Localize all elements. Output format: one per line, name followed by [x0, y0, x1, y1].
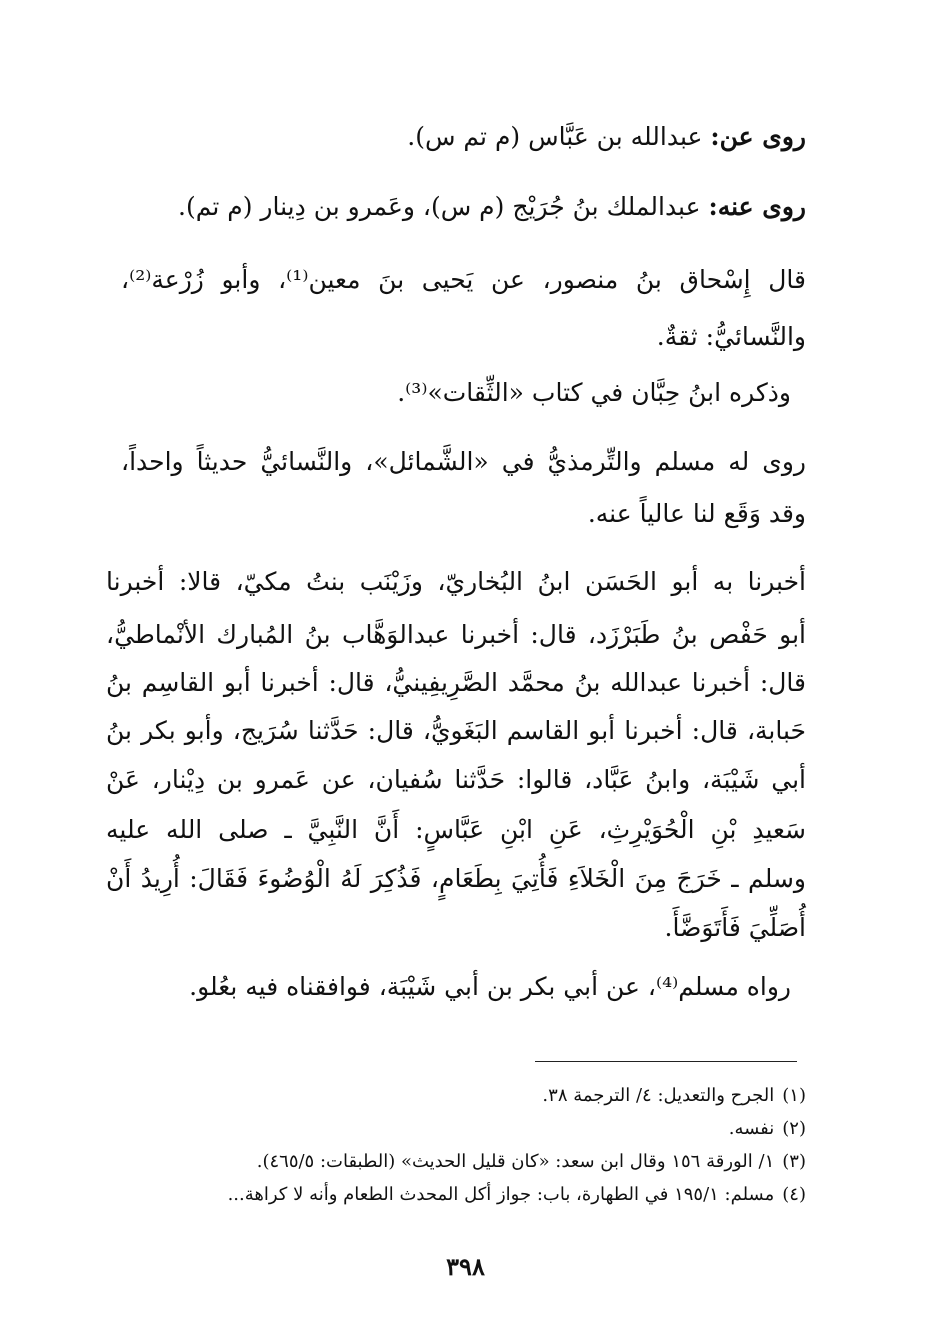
riwaya-anhu-line: [178, 192, 806, 222]
footnote-text: نفسه.: [728, 1118, 775, 1139]
footnote-number: (٢): [782, 1118, 806, 1139]
page-number: ٣٩٨: [446, 1252, 485, 1281]
footnote-number: (٤): [782, 1184, 806, 1205]
footnote-3: [257, 1151, 806, 1173]
body-line: أبي شَيْبَة، وابنُ عَبَّاد، قالوا: حَدَّثنا سُفيان، عن عَمرو بن دِيْنار، عَنْ: [106, 765, 806, 794]
body-line: رواه مسلم⁽⁴⁾، عن أبي بكر بن أبي شَيْبَة، فوافقناه فيه بعُلو.: [189, 972, 791, 1001]
body-line: وقد وَقَع لنا عالياً عنه.: [587, 499, 806, 528]
footnote-number: (٣): [782, 1151, 806, 1172]
body-line: قال: أخبرنا عبدالله بنُ محمَّد الصَّرِيفِينيُّ، قال: أخبرنا أبو القاسِم بنُ: [106, 668, 806, 697]
riwaya-an-text: عبدالله بن عَبَّاس (م تم س).: [407, 122, 703, 151]
footnote-1: [542, 1085, 806, 1107]
body-line: سَعيدِ بْنِ الْحُوَيْرِثِ، عَنِ ابْنِ عَبَّاسٍ: أَنَّ النَّبِيَّ ـ صلى الله عليه: [106, 815, 806, 844]
footnote-number: (١): [782, 1085, 806, 1106]
body-line: أبو حَفْص بنُ طَبَرْزَد، قال: أخبرنا عبدالوَهَّاب بنُ المُبارك الأنْماطيُّ،: [106, 620, 806, 649]
body-line: روى له مسلم والتِّرمذيُّ في «الشَّمائل»، والنَّسائيُّ حديثاً واحداً،: [121, 447, 806, 476]
riwaya-anhu-text: عبدالملك بنُ جُرَيْج (م س)، وعَمرو بن دِينار (م تم).: [178, 192, 701, 221]
footnote-text: مسلم: ١٩٥/١ في الطهارة، باب: جواز أكل المحدث الطعام وأنه لا كراهة...: [227, 1184, 775, 1205]
footnote-text: ١/ الورقة ١٥٦ وقال ابن سعد: «كان قليل الحديث» (الطبقات: ٤٦٥/٥).: [256, 1151, 775, 1172]
riwaya-an-line: [407, 122, 806, 152]
body-line: قال إِسْحاق بنُ منصور، عن يَحيى بنَ معين⁽¹⁾، وأبو زُرْعة⁽²⁾،: [121, 265, 806, 294]
body-line: أخبرنا به أبو الحَسَن ابنُ البُخاريّ، وزَيْنَب بنتُ مكيّ، قالا: أخبرنا: [106, 567, 806, 596]
footnote-2: [729, 1118, 806, 1140]
footnote-text: الجرح والتعديل: ٤/ الترجمة ٣٨.: [542, 1085, 775, 1106]
footnote-4: [228, 1184, 806, 1206]
body-line: والنَّسائيُّ: ثقةٌ.: [656, 322, 806, 351]
riwaya-an-label: روى عن:: [710, 122, 806, 151]
body-line: حَبابة، قال: أخبرنا أبو القاسم البَغَويُّ، قال: حَدَّثنا سُرَيج، وأبو بكر بنُ: [106, 716, 806, 745]
riwaya-anhu-label: روى عنه:: [708, 192, 806, 221]
body-line: أُصَلِّيَ فَأَتَوَضَّأَ.: [664, 913, 806, 942]
footnote-separator: [535, 1061, 797, 1062]
body-line: وذكره ابنُ حِبَّان في كتاب «الثِّقات»⁽³⁾.: [397, 378, 791, 407]
body-line: وسلم ـ خَرَجَ مِنَ الْخَلاَءِ فَأُتِيَ بِطَعَامٍ، فَذُكِرَ لَهُ الْوُضُوءَ فَقَالَ: أُرِيدُ أَنْ: [106, 864, 806, 893]
